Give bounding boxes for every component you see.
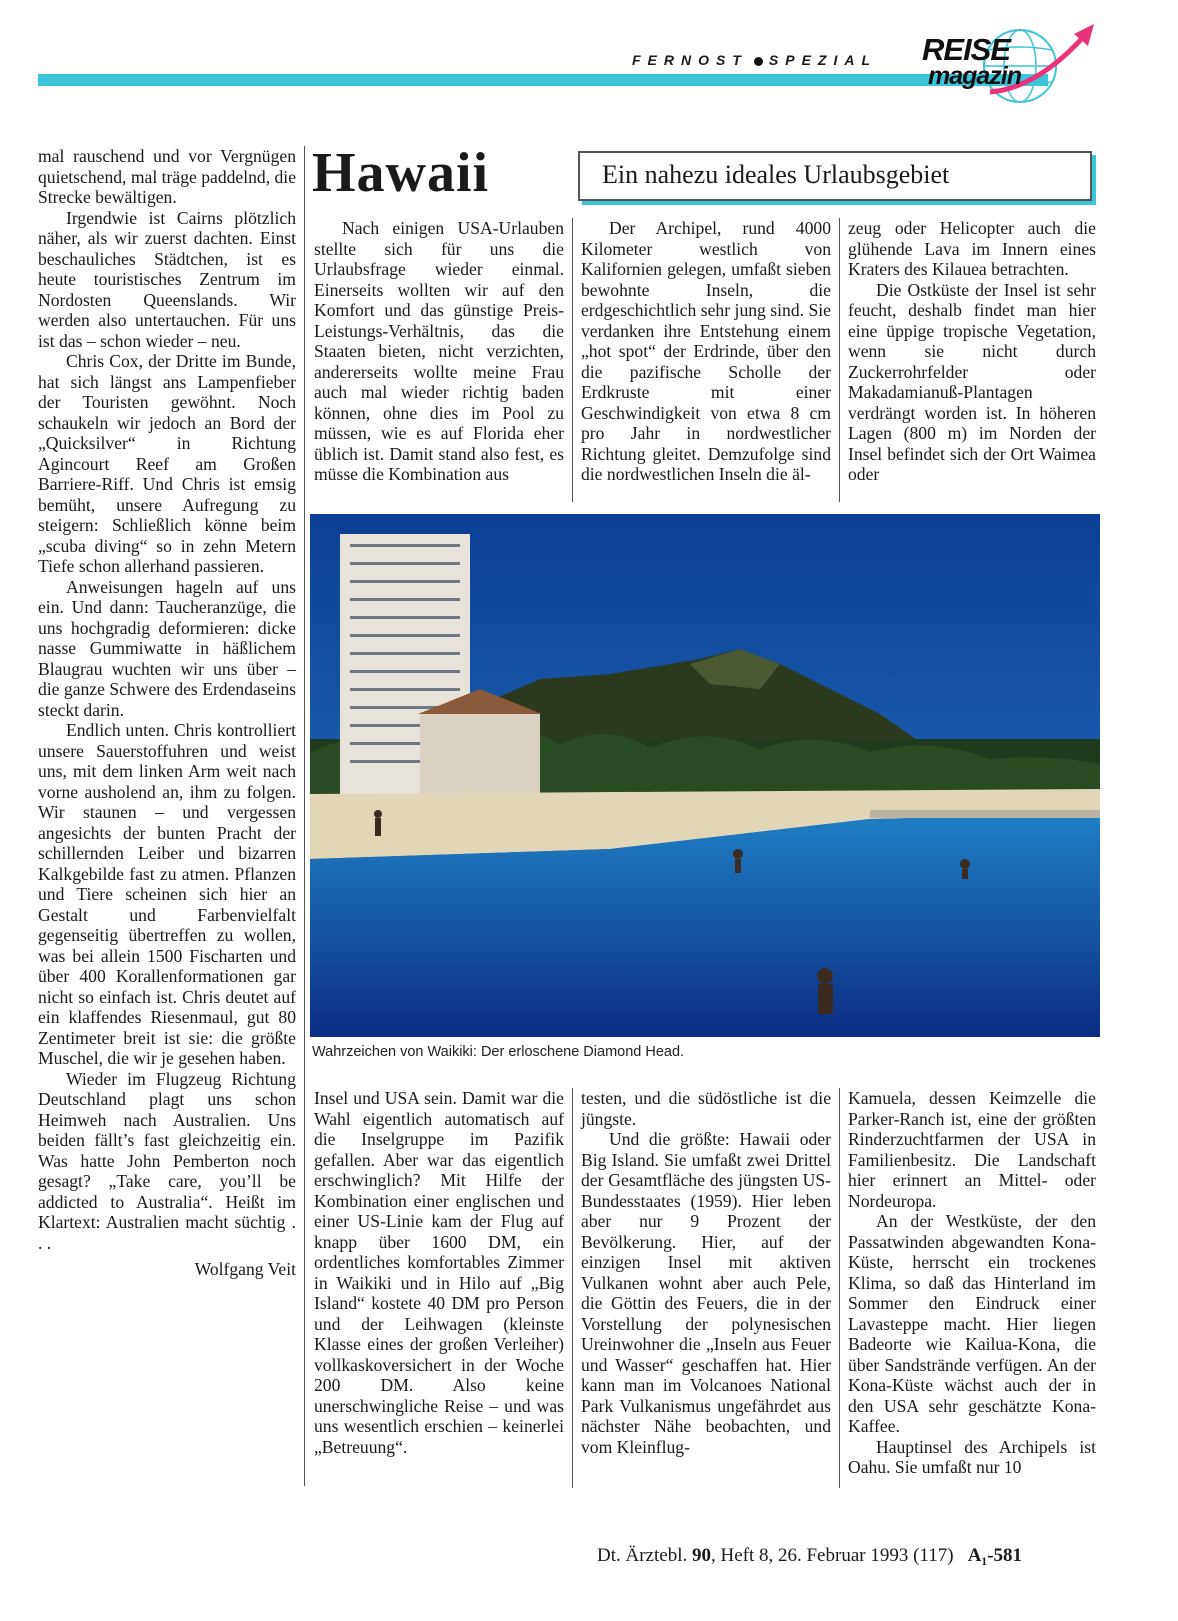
article-title: Hawaii <box>312 142 490 204</box>
article-column-bottom-2 <box>581 1088 831 1457</box>
column-rule <box>839 1088 840 1488</box>
section-label-right: SPEZIAL <box>768 52 878 68</box>
column-rule <box>572 218 573 502</box>
page-footer <box>597 1545 1022 1567</box>
article-column-top-3 <box>848 218 1096 485</box>
column-rule <box>572 1088 573 1488</box>
paragraph: Insel und USA sein. Damit war die Wahl eigentlich automatisch auf die Inselgruppe im Pazifik gefallen. Aber war das eigentlich erschwinglich? Mit Hilfe der Kombination einer englischen und einer US-Linie kam der Flug auf knapp über 1600 DM, ein ordentliches komfortables Zimmer in Waikiki und in Hilo auf „Big Island“ kostete 40 DM pro Person und der Leihwagen (kleinste Klasse eines der großen Verleiher) vollkaskoversichert in der Woche 200 DM. Also keine unerschwingliche Reise – und was uns wesentlich erschien – keinerlei „Betreuung“. <box>314 1088 564 1457</box>
section-label-left: FERNOST <box>632 52 748 68</box>
photo-caption: Wahrzeichen von Waikiki: Der erloschene Diamond Head. <box>312 1044 685 1060</box>
article-subtitle: Ein nahezu ideales Urlaubsgebiet <box>602 160 950 189</box>
paragraph: Irgendwie ist Cairns plötzlich näher, als wir zuerst dachten. Einst beschauliches Städtchen, ist es heute touristisches Zentrum im Nordosten Queenslands. Wir werden also untertauchen. Für uns ist das – schon wieder – neu. <box>38 207 296 351</box>
paragraph: Kamuela, dessen Keimzelle die Parker-Ranch ist, eine der größten Rinderzuchtfarmen der USA in Familienbesitz. Die Landschaft hier erinnert an Mittel- oder Nordeuropa. <box>848 1088 1096 1211</box>
paragraph: testen, und die südöstliche ist die jüngste. <box>581 1088 831 1129</box>
column-rule <box>839 218 840 502</box>
paragraph: Nach einigen USA-Urlauben stellte sich für uns die Urlaubsfrage wieder einmal. Einerseits wollten wir auf den Komfort und das günstige Preis-Leistungs-Verhältnis, das die Staaten bieten, nicht verzichten, andererseits wollte meine Frau auch mal wieder richtig baden können, ohne dies im Pool zu müssen, wie es auf Florida eher üblich ist. Damit stand also fest, es müsse die Kombination aus <box>314 218 564 484</box>
paragraph: mal rauschend und vor Vergnügen quietschend, mal träge paddelnd, die Strecke bewältigen. <box>38 146 296 207</box>
paragraph: Und die größte: Hawaii oder Big Island. Sie umfaßt zwei Drittel der Gesamtfläche des jüngsten US-Bundesstaates (1959). Hier leben aber nur 9 Prozent der Bevölkerung. Hier, auf der einzigen Insel mit aktiven Vulkanen wohnt aber auch Pele, die Göttin des Feuers, die in der Vorstellung der polynesischen Ureinwohner die „Inseln aus Feuer und Wasser“ geschaffen hat. Hier kann man im Volcanoes National Park Vulkanismus ungefährdet aus nächster Nähe beobachten, und vom Kleinflug- <box>581 1129 831 1457</box>
issue-info: , Heft 8, 26. Februar 1993 (117) <box>710 1545 954 1566</box>
article-column-bottom-3 <box>848 1088 1096 1478</box>
author-signature: Wolfgang Veit <box>194 1259 296 1279</box>
logo-magazin-text: magazin <box>928 62 1022 90</box>
paragraph: zeug oder Helicopter auch die glühende Lava im Innern eines Kraters des Kilaueа betrachten. <box>848 218 1096 279</box>
paragraph: Hauptinsel des Archipels ist Oahu. Sie umfaßt nur 10 <box>848 1436 1096 1477</box>
logo-reise-text: REISE <box>922 32 1011 67</box>
article-column-bottom-1 <box>314 1088 564 1457</box>
paragraph: Der Archipel, rund 4000 Kilometer westlich von Kalifornien gelegen, umfaßt sieben bewohnte Inseln, die erdgeschichtlich sehr jung sind. Sie verdanken ihre Entstehung einem „hot spot“ der Erdrinde, über den die pazifische Scholle der Erdkruste mit einer Geschwindigkeit von etwa 8 cm pro Jahr in nordwestlicher Richtung gleitet. Demzufolge sind die nordwestlichen Inseln die äl- <box>581 218 831 484</box>
volume-number: 90 <box>691 1545 711 1566</box>
waikiki-diamond-head-photo <box>310 514 1100 1037</box>
paragraph: Die Ostküste der Insel ist sehr feucht, deshalb findet man hier eine üppige tropische Vegetation, wenn sie nicht durch Zuckerrohrfelder oder Makadamianuß-Plantagen verdrängt worden ist. In höheren Lagen (800 m) im Norden der Insel befindet sich der Ort Waimea oder <box>848 279 1096 484</box>
paragraph: Wieder im Flugzeug Richtung Deutschland plagt uns schon Heimweh nach Australien. Uns beiden fällt’s fast gleichzeitig ein. Was hatte John Pemberton noch gesagt? „Take care, you’ll be addicted to Australia“. Heißt im Klartext: Australien macht süchtig . . . <box>38 1068 296 1253</box>
paragraph: Endlich unten. Chris kontrolliert unsere Sauerstoffuhren und weist uns, mit dem linken Arm weit nach vorne ausholend an, ihm zu folgen. Wir staunen – und vergessen angesichts der bunten Pracht der schillernden Leiber und bizarren Kalkgebilde fast zu atmen. Pflanzen und Tiere scheinen sich hier an Gestalt und Farbenvielfalt gegenseitig übertreffen zu wollen, was bei allein 1500 Fischarten und über 400 Korallenformationen gar nicht so einfach ist. Chris deutet auf ein klaffendes Riesenmaul, gut 80 Zentimeter breit ist sie: die größte Muschel, die wir je gesehen haben. <box>38 720 296 1068</box>
paragraph: Anweisungen hageln auf uns ein. Und dann: Taucheranzüge, die uns hochgradig deformieren: dicke nasse Gummiwatte in häßlichem Blaugrau wuchten wir uns über – die ganze Schwere des Erdendaseins steckt darin. <box>38 576 296 720</box>
previous-article-column <box>38 146 296 1280</box>
page-number: A₁-581 <box>967 1545 1023 1566</box>
journal-name: Dt. Ärztebl. <box>597 1545 688 1566</box>
reise-magazin-logo <box>918 18 1148 108</box>
header-accent-bar <box>38 74 1048 86</box>
paragraph: An der Westküste, der den Passatwinden abgewandten Kona-Küste, herrscht ein trockenes Klima, so daß das Hinterland im Sommer den Eindruck einer Lavasteppe macht. Hier liegen Badeorte wie Kailua-Kona, die über Sandstrände verfügen. An der Kona-Küste wächst auch der in den USA sehr geschätzte Kona-Kaffee. <box>848 1211 1096 1436</box>
photo-illustration <box>310 514 1100 1037</box>
article-column-top-1 <box>314 218 564 485</box>
paragraph: Chris Cox, der Dritte im Bunde, hat sich längst ans Lampenfieber der Touristen gewöhnt. Noch schaukeln wir jedoch an Bord der „Quicksilver“ in Richtung Agincourt Reef am Großen Barriere-Riff. Und Chris ist emsig bemüht, unsere Aufregung zu steigern: Schließlich könne beim „scuba diving“ so in zehn Metern Tiefe schon allerhand passieren. <box>38 351 296 576</box>
subtitle-box <box>578 151 1092 201</box>
column-rule <box>304 146 305 1486</box>
article-column-top-2 <box>581 218 831 485</box>
section-label <box>632 52 932 68</box>
bullet-dot-icon <box>754 57 763 66</box>
